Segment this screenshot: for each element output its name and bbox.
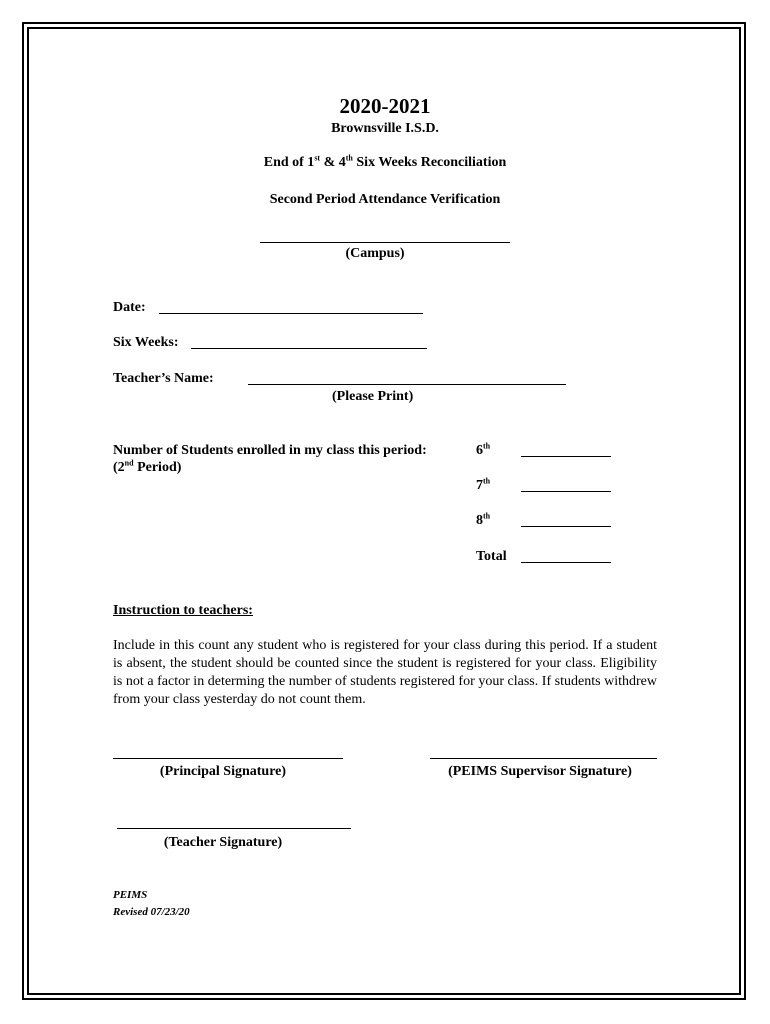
please-print-note: (Please Print): [332, 389, 414, 404]
teacher-signature-line[interactable]: [117, 828, 351, 829]
form-year: 2020-2021: [339, 94, 431, 118]
teacher-signature-label: (Teacher Signature): [163, 835, 283, 850]
enrollment-question: Number of Students enrolled in my class this period:: [113, 443, 427, 458]
grade-7-label: 7th: [476, 476, 491, 493]
date-label: Date:: [113, 300, 146, 315]
grade-8-label: 8th: [476, 511, 491, 528]
campus-label: (Campus): [345, 246, 405, 261]
total-label: Total: [476, 549, 507, 564]
six-weeks-label: Six Weeks:: [113, 335, 179, 350]
principal-signature-line[interactable]: [113, 758, 343, 759]
period-note: (2nd Period): [113, 458, 182, 475]
campus-input-line[interactable]: [260, 242, 510, 243]
instructions-heading: Instruction to teachers:: [113, 603, 253, 618]
instructions-body: Include in this count any student who is registered for your class during this period. If a student is absent, the student should be counted since the student is registered for your class. Eligibility is not a factor in determing the number of students registered for your class. If students withdrew from your class yesterday do not count them.: [113, 638, 657, 707]
teacher-name-label: Teacher’s Name:: [113, 371, 214, 386]
grade-6-input-line[interactable]: [521, 456, 611, 457]
six-weeks-input-line[interactable]: [191, 348, 427, 349]
principal-signature-label: (Principal Signature): [159, 764, 287, 779]
grade-7-input-line[interactable]: [521, 491, 611, 492]
district-name: Brownsville I.S.D.: [331, 121, 439, 136]
date-input-line[interactable]: [159, 313, 423, 314]
footer-peims: PEIMS: [113, 889, 148, 901]
footer-revised: Revised 07/23/20: [113, 906, 190, 918]
grade-8-input-line[interactable]: [521, 526, 611, 527]
reconciliation-title: End of 1st & 4th Six Weeks Reconciliation: [263, 153, 507, 170]
verification-title: Second Period Attendance Verification: [269, 192, 501, 207]
peims-supervisor-signature-line[interactable]: [430, 758, 657, 759]
grade-6-label: 6th: [476, 441, 491, 458]
total-input-line[interactable]: [521, 562, 611, 563]
teacher-name-input-line[interactable]: [248, 384, 566, 385]
peims-supervisor-signature-label: (PEIMS Supervisor Signature): [448, 764, 632, 779]
